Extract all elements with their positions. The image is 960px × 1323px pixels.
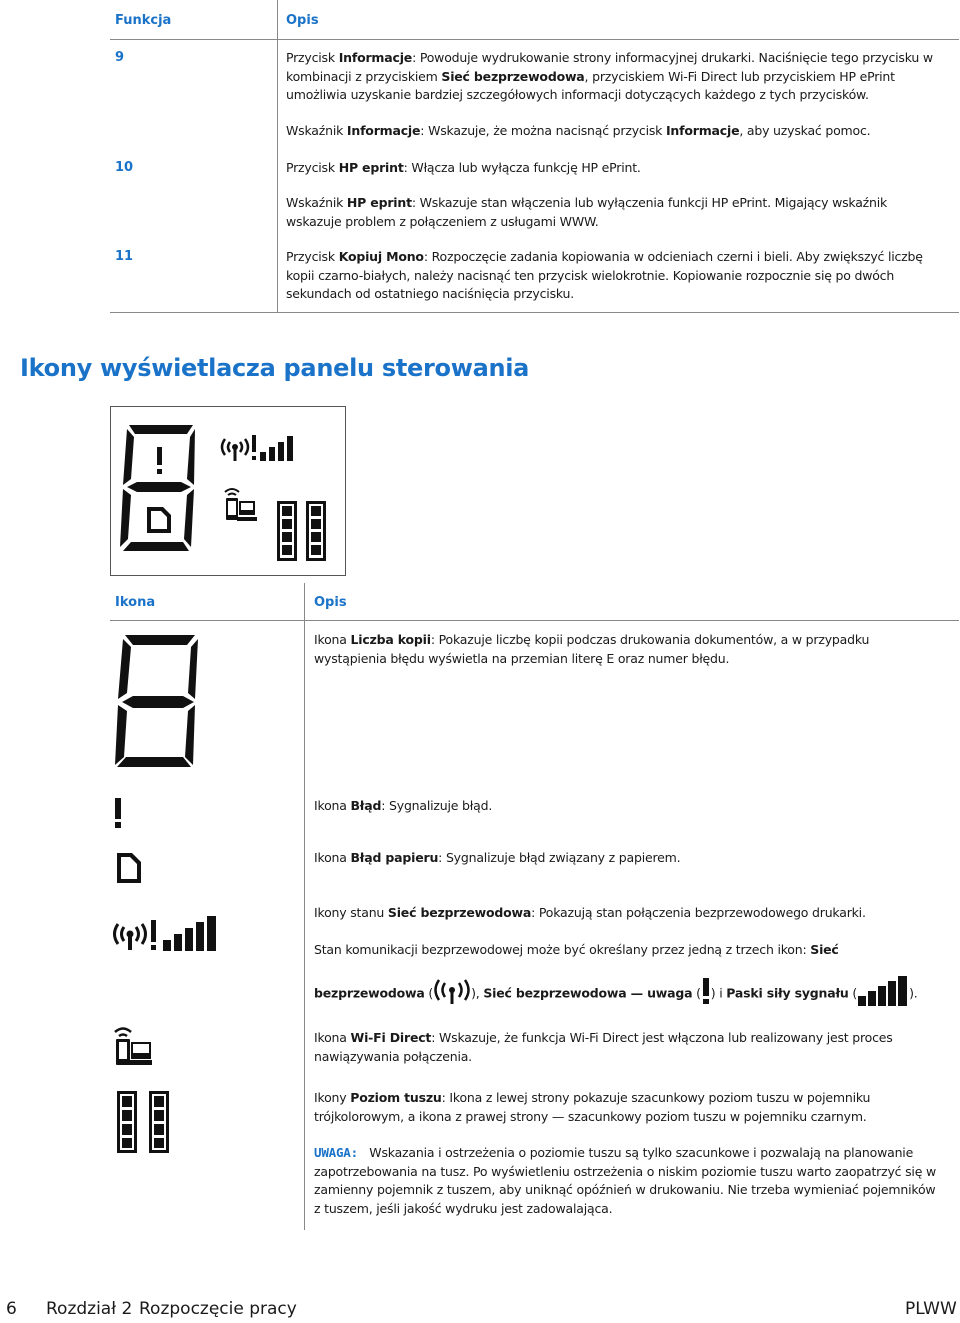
row-9-description: Przycisk Informacje: Powoduje wydrukowanie strony informacyjnej drukarki. Naciśnięcie tego przycisku w kombinacji z przyciskiem Sieć bezprzewodowa, przyciskiem Wi-Fi Direct lub przyciskiem HP ePrint umożliwia uzyskanie bardziej szczegółowych informacji dotyczących każdego z tych przycisków.	[286, 50, 933, 102]
row-10-indicator: Wskaźnik HP eprint: Wskazuje stan włączenia lub wyłączenia funkcji HP ePrint. Migający wskaźnik wskazuje problem z połączeniem z usługami WWW.	[286, 195, 888, 229]
wireless-status-description: Ikony stanu Sieć bezprzewodowa: Pokazują stan połączenia bezprzewodowego drukarki.	[314, 905, 866, 920]
row-10-description: Przycisk HP eprint: Włącza lub wyłącza funkcję HP ePrint.	[286, 160, 641, 175]
copies-icon-description: Ikona Liczba kopii: Pokazuje liczbę kopii podczas drukowania dokumentów, a w przypadku wystąpienia błędu wyświetla na przemian literę E oraz numer błędu.	[314, 632, 870, 666]
col-header-function: Funkcja	[115, 13, 172, 28]
seven-segment-digit-icon	[113, 633, 203, 772]
row-11-description: Przycisk Kopiuj Mono: Rozpoczęcie zadania kopiowania w odcieniach czerni i bieli. Aby zwiększyć liczbę kopii czarno-białych, należy nacisnąć ten przycisk wielokrotnie. Kopiowanie rozpocznie się po dwóch sekundach od ostatniego naciśnięcia przycisku.	[286, 249, 923, 301]
ink-level-icons	[117, 1091, 173, 1156]
ink-level-note: UWAGA: Wskazania i ostrzeżenia o poziomie tuszu są tylko szacunkowe i pozwalają na planowanie zapotrzebowania na tusz. Po wyświetleniu ostrzeżenia o niskim poziomie tuszu warto zaopatrzyć się w zamienny pojemnik z tuszem, aby uniknąć opóźnień w drukowaniu. Nie trzeba wymieniać pojemników z tuszem, jeśli jakość wydruku jest zadowalająca.	[314, 1145, 936, 1216]
signal-bars-icon	[857, 976, 909, 1012]
row-number: 11	[115, 249, 134, 264]
wireless-attention-icon	[701, 977, 711, 1011]
table2-column-divider	[304, 583, 305, 1230]
wireless-states-list: bezprzewodowa ( ), Sieć bezprzewodowa — uwaga ( ) i Paski siły sygnału ( ).	[314, 976, 954, 1012]
error-icon-description: Ikona Błąd: Sygnalizuje błąd.	[314, 798, 493, 813]
document-code: PLWW	[905, 1299, 957, 1319]
section-title: Ikony wyświetlacza panelu sterowania	[20, 354, 530, 382]
wifi-direct-icon	[113, 1026, 153, 1069]
row-9-indicator: Wskaźnik Informacje: Wskazuje, że można nacisnąć przycisk Informacje, aby uzyskać pomoc.	[286, 123, 871, 138]
col-header-icon: Ikona	[115, 595, 156, 610]
row-number: 9	[115, 50, 125, 65]
wifi-direct-description: Ikona Wi-Fi Direct: Wskazuje, że funkcja Wi-Fi Direct jest włączona lub realizowany jest proces nawiązywania połączenia.	[314, 1030, 893, 1064]
row-number: 10	[115, 160, 134, 175]
col-header-description: Opis	[314, 595, 347, 610]
table1-column-divider	[277, 0, 278, 312]
wireless-status-icons	[111, 916, 231, 959]
chapter-label: Rozdział 2	[46, 1299, 133, 1319]
paper-error-icon	[116, 852, 142, 887]
ink-level-description: Ikony Poziom tuszu: Ikona z lewej strony pokazuje szacunkowy poziom tuszu w pojemniku trójkolorowym, a ikona z prawej strony — szacunkowy poziom tuszu w pojemniku czarnym.	[314, 1090, 871, 1124]
paper-error-icon-description: Ikona Błąd papieru: Sygnalizuje błąd związany z papierem.	[314, 850, 681, 865]
table1-bottom-rule	[110, 312, 959, 313]
error-icon	[113, 796, 123, 833]
wireless-icon	[433, 977, 471, 1011]
col-header-description: Opis	[286, 13, 319, 28]
table1-header-rule	[110, 39, 959, 40]
chapter-title: Rozpoczęcie pracy	[139, 1299, 297, 1319]
wireless-states-intro: Stan komunikacji bezprzewodowej może być określany przez jedną z trzech ikon: Sieć	[314, 942, 839, 957]
page-number: 6	[6, 1299, 17, 1319]
control-panel-display-illustration	[110, 406, 346, 576]
table2-header-rule	[110, 620, 959, 621]
note-label: UWAGA:	[314, 1145, 358, 1160]
